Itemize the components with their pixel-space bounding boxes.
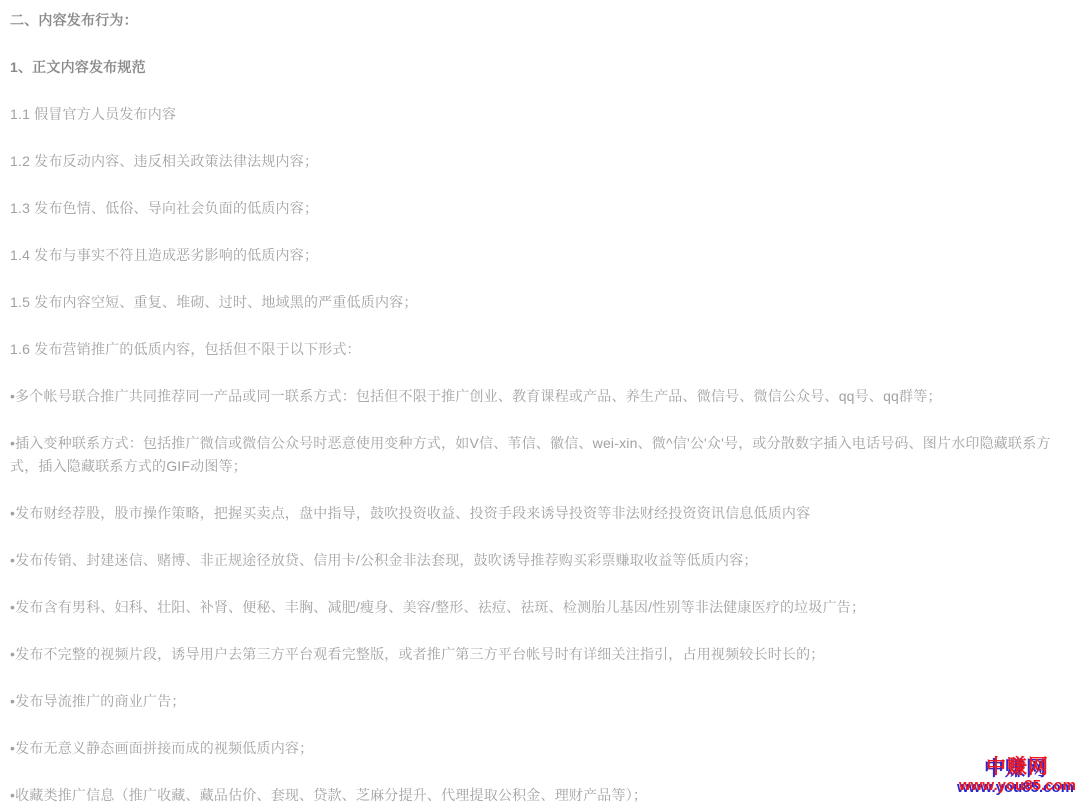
- subsection-title: 1、正文内容发布规范: [10, 59, 146, 75]
- bullet-item: •发布无意义静态画面拼接而成的视频低质内容；: [10, 740, 314, 756]
- bullet-item: •插入变种联系方式：包括推广微信或微信公众号时恶意使用变种方式，如V信、苇信、徽信、wei-xin、微^信'公'众'号，或分散数字插入电话号码、图片水印隐藏联系方式，插入隐藏联系方式的GIF动图等；: [10, 435, 1051, 474]
- watermark-url: www.you85.com: [959, 776, 1076, 794]
- bullet-item: •发布含有男科、妇科、壮阳、补肾、便秘、丰胸、减肥/瘦身、美容/整形、祛痘、祛斑、检测胎儿基因/性别等非法健康医疗的垃圾广告；: [10, 599, 866, 615]
- bullet-item: •多个帐号联合推广共同推荐同一产品或同一联系方式：包括但不限于推广创业、教育课程或产品、养生产品、微信号、微信公众号、qq号、qq群等；: [10, 388, 942, 404]
- rule-item: 1.4 发布与事实不符且造成恶劣影响的低质内容；: [10, 247, 319, 263]
- bullet-item: •发布财经荐股，股市操作策略，把握买卖点，盘中指导，鼓吹投资收益、投资手段来诱导投资等非法财经投资资讯信息低质内容: [10, 505, 811, 521]
- site-watermark: [959, 756, 1076, 795]
- rule-item: 1.6 发布营销推广的低质内容，包括但不限于以下形式：: [10, 341, 361, 357]
- rule-item: 1.2 发布反动内容、违反相关政策法律法规内容；: [10, 153, 319, 169]
- watermark-brand: 中赚网: [986, 755, 1049, 778]
- bullet-item: •收藏类推广信息（推广收藏、藏品估价、套现、贷款、芝麻分提升、代理提取公积金、理财产品等）；: [10, 787, 648, 803]
- rule-item: 1.5 发布内容空短、重复、堆砌、过时、地域黑的严重低质内容；: [10, 294, 418, 310]
- rule-item: 1.1 假冒官方人员发布内容: [10, 106, 177, 122]
- bullet-item: •发布不完整的视频片段，诱导用户去第三方平台观看完整版，或者推广第三方平台帐号时有详细关注指引，占用视频较长时长的；: [10, 646, 825, 662]
- section-title: 二、内容发布行为：: [10, 12, 138, 28]
- bullet-item: •发布传销、封建迷信、赌博、非正规途径放贷、信用卡/公积金非法套现，鼓吹诱导推荐购买彩票赚取收益等低质内容；: [10, 552, 758, 568]
- bullet-item: •发布导流推广的商业广告；: [10, 693, 186, 709]
- rule-item: 1.3 发布色情、低俗、导向社会负面的低质内容；: [10, 200, 319, 216]
